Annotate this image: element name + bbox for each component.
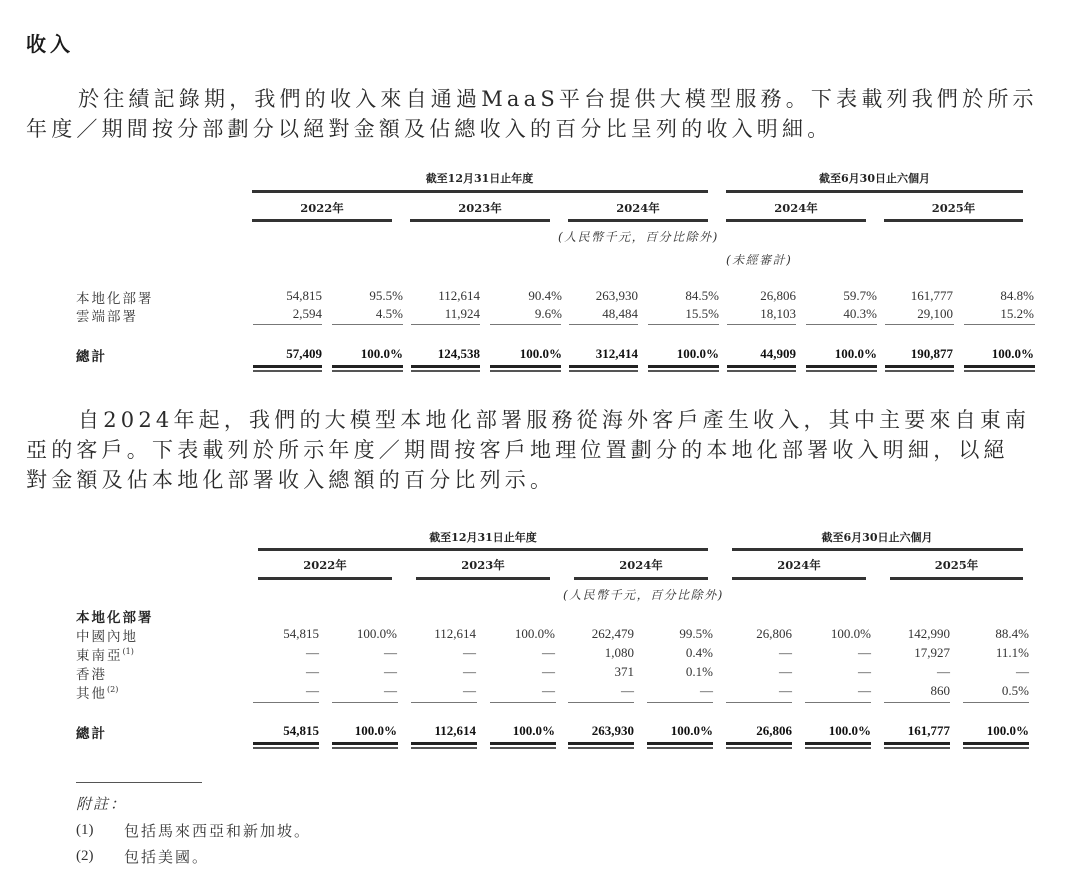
subtotal-rule	[253, 702, 319, 703]
table1-year-2025-h1: 2025年	[931, 201, 976, 215]
total-double-rule-lower	[332, 747, 398, 749]
overseas-line-3: 對金額及佔本地化部署收入總額的百分比列示。	[26, 468, 556, 492]
table-cell: —	[779, 645, 792, 660]
table-cell: 112,614	[438, 288, 480, 303]
table-cell: —	[858, 645, 871, 660]
table-cell: —	[306, 683, 319, 698]
total-double-rule-lower	[332, 370, 403, 372]
table-cell: 88.4%	[995, 626, 1029, 641]
row-label-mainland-china: 中國內地	[76, 629, 138, 645]
table-cell: 15.5%	[685, 306, 719, 321]
total-cell: 100.0%	[986, 723, 1029, 738]
total-double-rule-lower	[727, 370, 796, 372]
total-double-rule-lower	[963, 747, 1029, 749]
table1-group-rule-left	[252, 190, 708, 193]
subtotal-rule	[332, 324, 403, 325]
table-cell: —	[700, 683, 713, 698]
row-label-total: 總計	[76, 349, 107, 365]
total-double-rule-lower	[648, 370, 719, 372]
table-cell: 84.5%	[685, 288, 719, 303]
subtotal-rule	[727, 324, 796, 325]
table-cell: 54,815	[283, 626, 319, 641]
table-cell: 860	[930, 683, 950, 698]
total-cell: 100.0%	[519, 346, 562, 361]
total-double-rule-lower	[647, 747, 713, 749]
subtotal-rule	[411, 702, 477, 703]
table-cell: —	[779, 683, 792, 698]
row-label-total: 總計	[76, 726, 107, 742]
total-double-rule-lower	[805, 747, 871, 749]
table2-group-rule-right	[732, 548, 1023, 551]
table-cell: —	[542, 664, 555, 679]
footnote-heading: 附註：	[76, 795, 128, 813]
total-double-rule	[963, 742, 1029, 745]
row-label-cloud-deployment: 雲端部署	[76, 309, 138, 325]
row-label-others: 其他$^{(2)}$	[76, 685, 119, 702]
total-double-rule	[411, 365, 480, 368]
subtotal-rule	[806, 324, 877, 325]
footnote-ref-1: (1)	[122, 647, 134, 656]
section-title: 收入	[26, 32, 74, 56]
table1-unit-note: (人民幣千元，百分比除外)	[558, 230, 719, 244]
table-cell: —	[384, 683, 397, 698]
intro-paragraph	[26, 84, 1056, 144]
table-cell: 99.5%	[679, 626, 713, 641]
table-cell: 15.2%	[1000, 306, 1034, 321]
row-label-hong-kong: 香港	[76, 667, 107, 683]
total-cell: 100.0%	[676, 346, 719, 361]
table-cell: 84.8%	[1000, 288, 1034, 303]
table1-unaudited-note: (未經審計)	[726, 253, 793, 267]
intro-line-1: 於往績記錄期，我們的收入來自通過MaaS平台提供大模型服務。下表載列我們於所示	[78, 87, 1038, 111]
subtotal-rule	[569, 324, 638, 325]
total-cell: 263,930	[591, 723, 634, 738]
intro-line-2: 年度／期間按分部劃分以絕對金額及佔總收入的百分比呈列的收入明細。	[26, 117, 833, 141]
total-double-rule	[332, 365, 403, 368]
table-cell: 0.1%	[685, 664, 713, 679]
total-double-rule-lower	[411, 370, 480, 372]
total-double-rule	[805, 742, 871, 745]
table-cell: 40.3%	[843, 306, 877, 321]
footnote-1	[76, 820, 312, 840]
table-cell: 11.1%	[995, 645, 1029, 660]
table2-unit-note: (人民幣千元，百分比除外)	[563, 588, 724, 602]
table1-year-2024: 2024年	[616, 201, 660, 215]
table-cell: —	[937, 664, 950, 679]
total-cell: 100.0%	[670, 723, 713, 738]
table-cell: 0.5%	[1001, 683, 1029, 698]
total-double-rule	[411, 742, 477, 745]
table-cell: 371	[614, 664, 634, 679]
table-cell: 9.6%	[534, 306, 562, 321]
table-cell: 17,927	[914, 645, 950, 660]
total-double-rule	[648, 365, 719, 368]
table1-year-2024-h1: 2024年	[774, 201, 818, 215]
table2-year-rule	[258, 577, 392, 580]
table-cell: 18,103	[760, 306, 796, 321]
subtotal-rule	[963, 702, 1029, 703]
total-double-rule-lower	[253, 747, 319, 749]
total-cell: 26,806	[756, 723, 792, 738]
total-double-rule	[490, 742, 556, 745]
table1-group-header-year: 截至12月31日止年度	[425, 172, 534, 185]
table-cell: —	[384, 664, 397, 679]
footnote-1-text: 包括馬來西亞和新加坡。	[124, 822, 312, 840]
table2-year-2024-h1: 2024年	[777, 558, 821, 572]
total-double-rule-lower	[885, 370, 954, 372]
table1-group-rule-right	[726, 190, 1023, 193]
total-double-rule-lower	[411, 747, 477, 749]
total-cell: 100.0%	[354, 723, 397, 738]
subtotal-rule	[884, 702, 950, 703]
table-cell: 26,806	[756, 626, 792, 641]
table-cell: —	[306, 664, 319, 679]
total-double-rule	[569, 365, 638, 368]
table-cell: —	[463, 683, 476, 698]
subtotal-rule	[648, 324, 719, 325]
table2-group-rule-left	[258, 548, 708, 551]
table-cell: —	[463, 645, 476, 660]
table-cell: —	[306, 645, 319, 660]
table1-group-header-halfyear: 截至6月30日止六個月	[819, 172, 930, 185]
table-cell: 29,100	[917, 306, 953, 321]
table-cell: —	[858, 664, 871, 679]
subtotal-rule	[332, 702, 398, 703]
table-cell: 95.5%	[369, 288, 403, 303]
table-cell: 262,479	[591, 626, 634, 641]
subtotal-rule	[490, 324, 561, 325]
row-label-local-deployment: 本地化部署	[76, 291, 154, 307]
table-cell: 100.0%	[356, 626, 397, 641]
footnote-1-number: (1)	[76, 822, 94, 838]
total-double-rule	[885, 365, 954, 368]
table-cell: 100.0%	[830, 626, 871, 641]
table-cell: —	[1016, 664, 1029, 679]
row-label-southeast-asia: 東南亞$^{(1)}$	[76, 647, 134, 664]
table2-group-header-year: 截至12月31日止年度	[429, 531, 537, 544]
table2-year-rule	[574, 577, 708, 580]
total-double-rule-lower	[253, 370, 322, 372]
footnote-2	[76, 846, 210, 866]
table-cell: 0.4%	[685, 645, 713, 660]
table2-year-2023: 2023年	[461, 558, 505, 572]
total-cell: 100.0%	[828, 723, 871, 738]
table-cell: 4.5%	[375, 306, 403, 321]
total-double-rule	[964, 365, 1035, 368]
total-cell: 54,815	[283, 723, 319, 738]
total-cell: 161,777	[907, 723, 950, 738]
table2-year-2025-h1: 2025年	[934, 558, 979, 572]
total-double-rule	[253, 365, 322, 368]
total-double-rule-lower	[569, 370, 638, 372]
overseas-paragraph	[26, 405, 1056, 495]
total-cell: 100.0%	[991, 346, 1034, 361]
table2-year-rule	[416, 577, 550, 580]
subtotal-rule	[885, 324, 954, 325]
table-cell: 48,484	[602, 306, 638, 321]
table2-year-rule	[732, 577, 866, 580]
total-double-rule-lower	[884, 747, 950, 749]
footnote-ref-2: (2)	[107, 685, 119, 694]
subtotal-rule	[647, 702, 713, 703]
total-double-rule	[332, 742, 398, 745]
total-double-rule-lower	[490, 370, 561, 372]
total-double-rule-lower	[806, 370, 877, 372]
total-cell: 100.0%	[512, 723, 555, 738]
total-double-rule	[727, 365, 796, 368]
table2-year-2024: 2024年	[619, 558, 663, 572]
total-double-rule	[806, 365, 877, 368]
total-cell: 44,909	[760, 346, 796, 361]
table-cell: 2,594	[292, 306, 322, 321]
table1-year-2023: 2023年	[458, 201, 502, 215]
total-double-rule-lower	[490, 747, 556, 749]
total-double-rule-lower	[568, 747, 634, 749]
table-cell: —	[463, 664, 476, 679]
total-cell: 112,614	[434, 723, 476, 738]
total-cell: 100.0%	[360, 346, 403, 361]
overseas-line-2: 亞的客戶。下表載列於所示年度／期間按客戶地理位置劃分的本地化部署收入明細，以絕	[26, 438, 1009, 462]
total-cell: 57,409	[286, 346, 322, 361]
total-double-rule	[647, 742, 713, 745]
table1-year-rule	[410, 219, 550, 222]
table1-year-rule	[726, 219, 866, 222]
table-cell: 112,614	[434, 626, 476, 641]
table-cell: 59.7%	[843, 288, 877, 303]
table1-year-rule	[252, 219, 392, 222]
total-double-rule	[490, 365, 561, 368]
table-cell: —	[858, 683, 871, 698]
subtotal-rule	[568, 702, 634, 703]
table1-year-rule	[568, 219, 708, 222]
overseas-line-1: 自2024年起，我們的大模型本地化部署服務從海外客戶產生收入，其中主要來自東南	[78, 408, 1031, 432]
subtotal-rule	[253, 324, 322, 325]
table-cell: 161,777	[910, 288, 953, 303]
total-double-rule	[253, 742, 319, 745]
table-cell: —	[542, 645, 555, 660]
footnote-2-number: (2)	[76, 848, 94, 864]
total-double-rule	[568, 742, 634, 745]
table-cell: —	[779, 664, 792, 679]
table2-year-2022: 2022年	[303, 558, 347, 572]
table-cell: 142,990	[907, 626, 950, 641]
table2-year-rule	[890, 577, 1023, 580]
table-cell: —	[621, 683, 634, 698]
total-double-rule	[726, 742, 792, 745]
subtotal-rule	[411, 324, 480, 325]
table-cell: —	[384, 645, 397, 660]
table1-year-rule	[884, 219, 1023, 222]
subtotal-rule	[964, 324, 1035, 325]
table2-group-header-halfyear: 截至6月30日止六個月	[821, 531, 933, 544]
table-cell: 26,806	[760, 288, 796, 303]
subtotal-rule	[726, 702, 792, 703]
footnote-separator	[76, 782, 202, 783]
total-cell: 124,538	[437, 346, 480, 361]
total-cell: 190,877	[910, 346, 953, 361]
total-double-rule-lower	[726, 747, 792, 749]
total-cell: 100.0%	[834, 346, 877, 361]
total-cell: 312,414	[595, 346, 638, 361]
table-cell: 263,930	[595, 288, 638, 303]
subtotal-rule	[490, 702, 556, 703]
table-cell: 90.4%	[528, 288, 562, 303]
total-double-rule	[884, 742, 950, 745]
footnote-2-text: 包括美國。	[124, 848, 210, 866]
table-cell: 54,815	[286, 288, 322, 303]
table-cell: 1,080	[604, 645, 634, 660]
table-cell: —	[542, 683, 555, 698]
table-cell: 100.0%	[514, 626, 555, 641]
subtotal-rule	[805, 702, 871, 703]
table-cell: 11,924	[444, 306, 480, 321]
total-double-rule-lower	[964, 370, 1035, 372]
table1-year-2022: 2022年	[300, 201, 344, 215]
row-label-local-deployment-section: 本地化部署	[76, 610, 154, 626]
